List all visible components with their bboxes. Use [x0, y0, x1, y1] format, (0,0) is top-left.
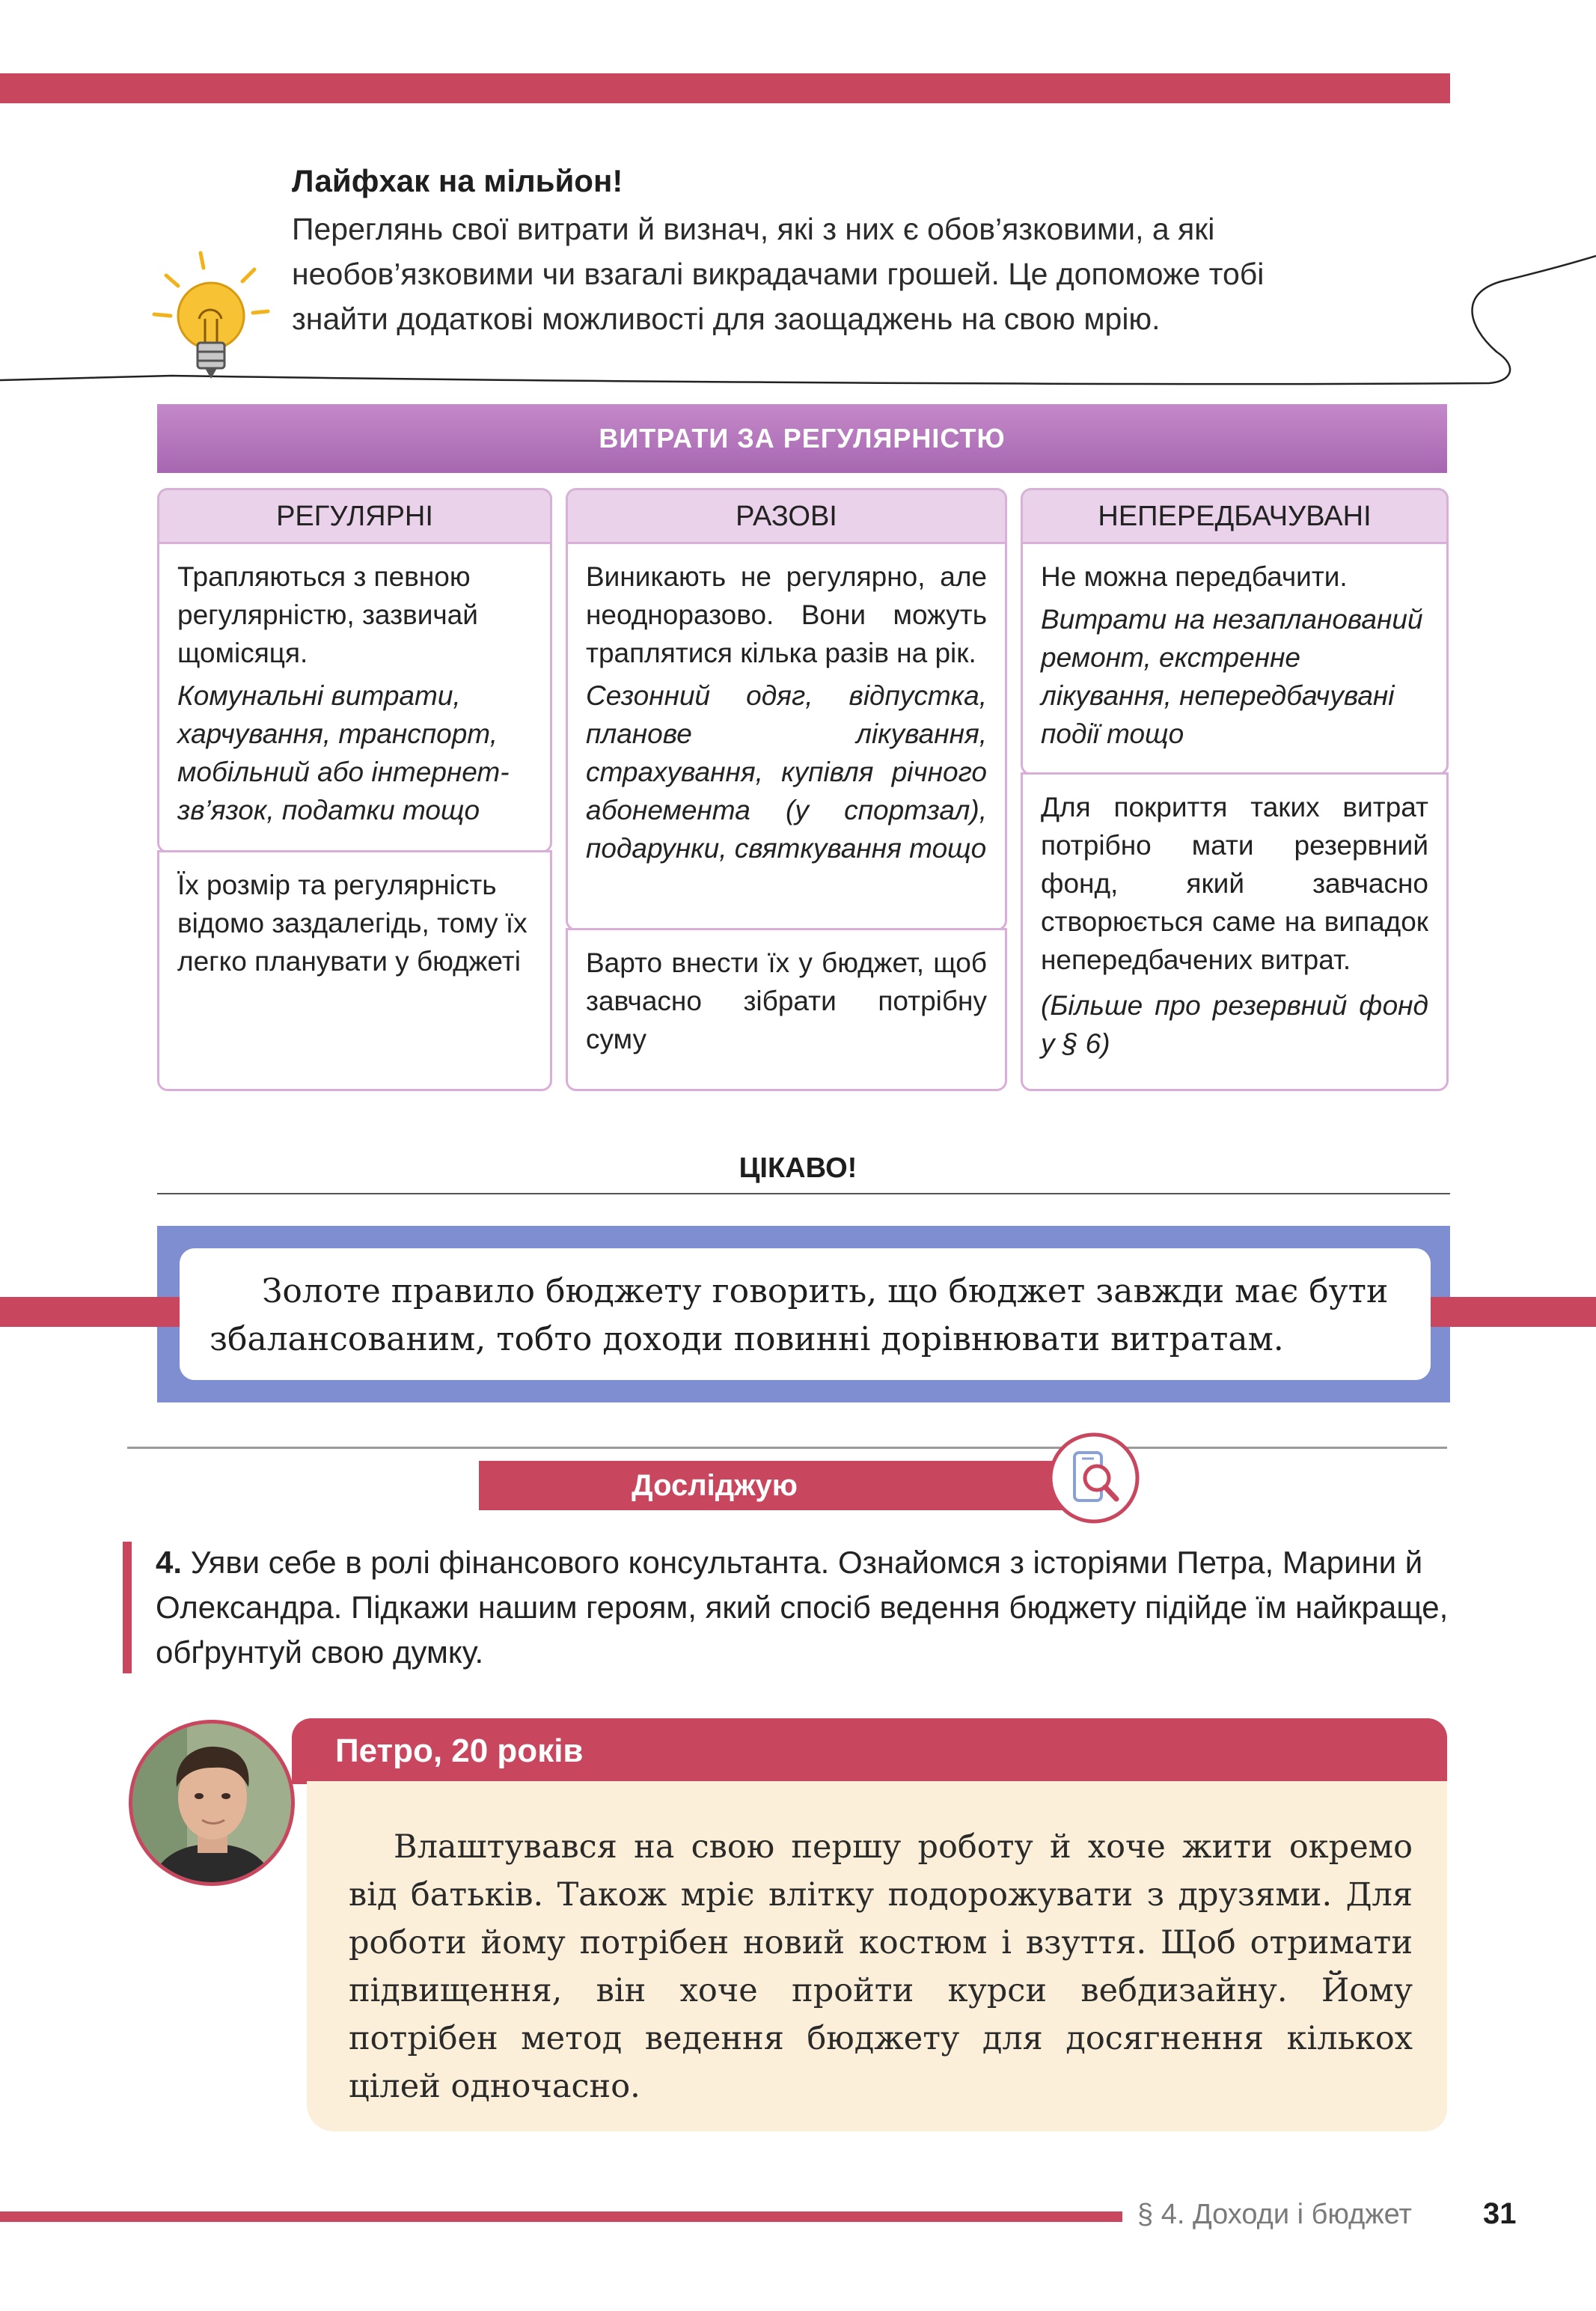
unpredictable-note-box [1021, 772, 1449, 1091]
footer-accent-bar [0, 2211, 1122, 2222]
golden-rule-text [180, 1248, 1431, 1380]
one-time-examples: Сезонний одяг, відпустка, планове лікування, страхування, купівля річного абонемента (у спортзал), подарунки, святкування тощо [586, 680, 987, 864]
research-label: Досліджую [479, 1461, 1085, 1510]
regular-description: Трапляються з певною регулярністю, зазвичай щомісяця. [177, 561, 478, 668]
unpredictable-note-extra: (Більше про резервний фонд у § 6) [1041, 990, 1428, 1059]
footer-section: § 4. Доходи і бюджет [1137, 2199, 1412, 2230]
column-header-one-time: РАЗОВІ [566, 488, 1007, 543]
column-header-regular: РЕГУЛЯРНІ [157, 488, 552, 543]
task-body: Уяви себе в ролі фінансового консультанта. Ознайомся з історіями Петра, Марини й Олександра. Підкажи нашим героям, який спосіб ведення бюджету підійде їм найкраще, обґрунтуй свою думку. [156, 1545, 1449, 1670]
expenses-table-header: ВИТРАТИ ЗА РЕГУЛЯРНІСТЮ [157, 404, 1447, 473]
petro-story-box [307, 1781, 1447, 2131]
divider [127, 1447, 1447, 1449]
golden-rule-sentence: Золоте правило бюджету говорить, що бюджет завжди має бути збалансованим, тобто доходи повинні дорівнювати витратам. [210, 1272, 1389, 1358]
phone-magnifier-icon [1048, 1432, 1140, 1524]
one-time-note-box [566, 928, 1007, 1091]
regular-examples: Комунальні витрати, харчування, транспорт, мобільний або інтернет-зв’язок, податки тощо [177, 680, 510, 825]
unpredictable-note: Для покриття таких витрат потрібно мати резервний фонд, який завчасно створюється саме на випадок непередбачених витрат. [1041, 792, 1428, 975]
accent-strip-right [1429, 1297, 1596, 1327]
column-header-unpredictable: НЕПЕРЕДБАЧУВАНІ [1021, 488, 1449, 543]
task-text [156, 1540, 1450, 1675]
avatar [127, 1718, 296, 1887]
lifehack-line: Переглянь свої витрати й визнач, які з них є обов’язковими, а які [292, 212, 1215, 246]
lifehack-line: знайти додаткові можливості для заощаджень на свою мрію. [292, 302, 1161, 336]
regular-note: Їх розмір та регулярність відомо заздалегідь, тому їх легко планувати у бюджеті [177, 870, 528, 977]
interesting-title: ЦІКАВО! [739, 1153, 857, 1184]
lightbulb-icon [150, 247, 277, 397]
one-time-note: Варто внести їх у бюджет, щоб завчасно зібрати потрібну суму [586, 947, 987, 1054]
page-number: 31 [1483, 2197, 1517, 2230]
petro-story: Влаштувався на свою першу роботу й хоче жити окремо від батьків. Також мріє влітку подорожувати з друзями. Для роботи йому потрібен новий костюм і взуття. Щоб отримати підвищення, він хоче пройти курси вебдизайну. Йому потрібен метод ведення бюджету для досягнення кількох цілей одночасно. [349, 1828, 1413, 2105]
unpredictable-description-box [1021, 542, 1449, 775]
one-time-description: Виникають не регулярно, але неодноразово. Вони можуть траплятися кілька разів на рік. [586, 561, 987, 668]
regular-note-box [157, 850, 552, 1091]
task-accent-bar [123, 1542, 132, 1673]
lifehack-text [292, 207, 1459, 341]
one-time-description-box [566, 542, 1007, 931]
unpredictable-examples: Витрати на незапланований ремонт, екстренне лікування, непередбачувані події тощо [1041, 604, 1423, 749]
divider [157, 1193, 1450, 1194]
task-number: 4. [156, 1545, 183, 1580]
lifehack-line: необов’язковими чи взагалі викрадачами грошей. Це допоможе тобі [292, 257, 1265, 291]
lifehack-title: Лайфхак на мільйон! [292, 163, 623, 198]
unpredictable-description: Не можна передбачити. [1041, 561, 1348, 592]
petro-name-header: Петро, 20 років [292, 1718, 1447, 1784]
regular-description-box [157, 542, 552, 853]
accent-strip-left [0, 1297, 180, 1327]
top-accent-bar [0, 73, 1450, 103]
